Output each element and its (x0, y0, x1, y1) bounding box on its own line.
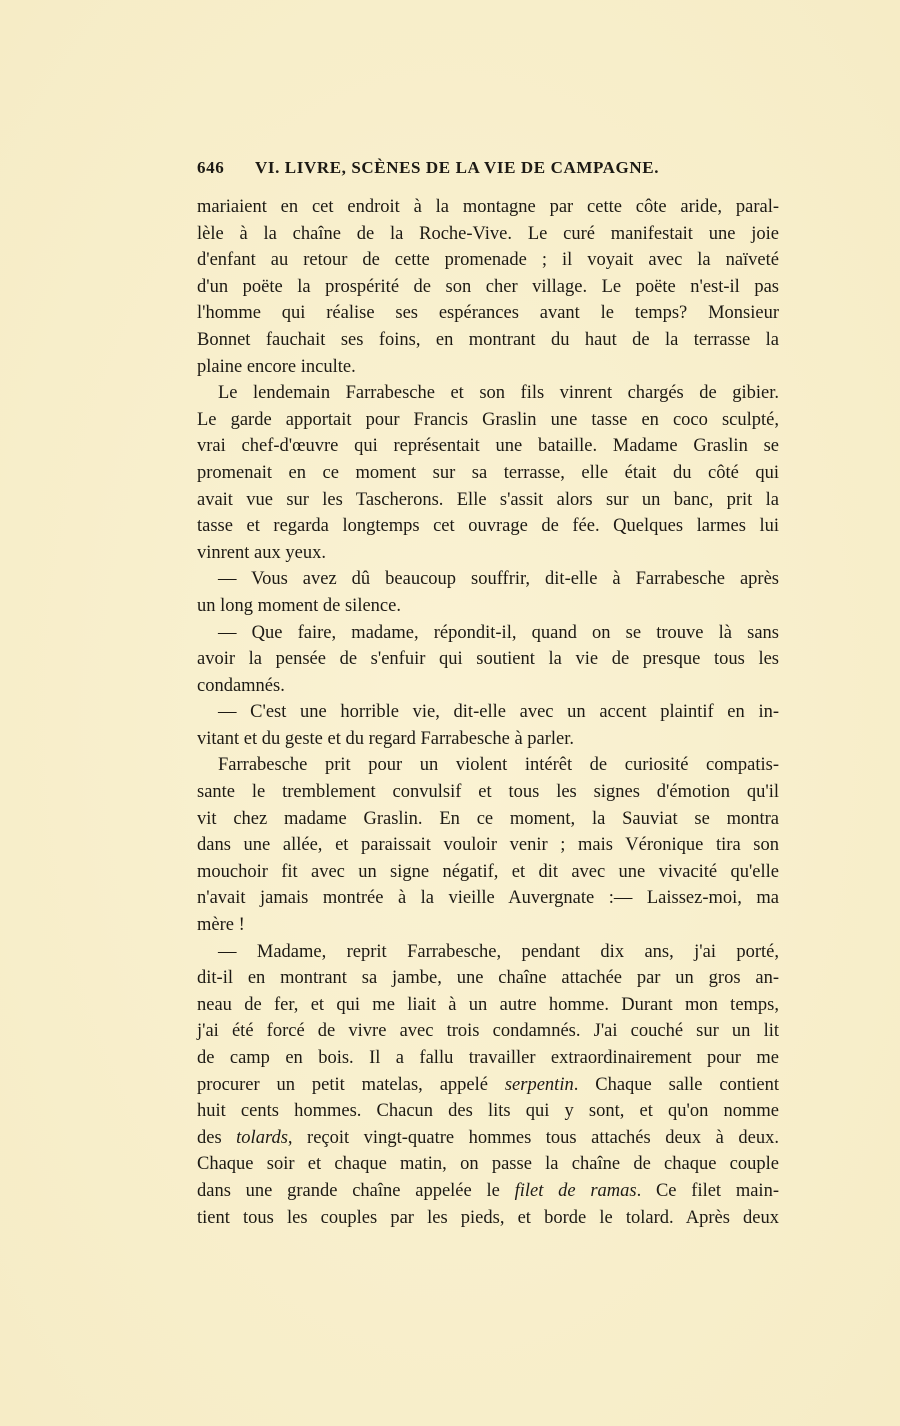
line-text: vit chez madame Graslin. En ce moment, la Sauviat se montra (197, 808, 779, 829)
text-line (197, 779, 779, 806)
line-text: plaine encore inculte. (197, 356, 356, 377)
text-line (197, 699, 779, 726)
text-line (197, 354, 779, 381)
text-line (197, 646, 779, 673)
line-text: Chaque soir et chaque matin, on passe la chaîne de chaque couple (197, 1154, 779, 1175)
line-text: condamnés. (197, 675, 285, 696)
line-text: . Chaque salle contient (573, 1074, 779, 1095)
line-text: j'ai été forcé de vivre avec trois condamnés. J'ai couché sur un lit (197, 1021, 779, 1042)
text-line (197, 194, 779, 221)
page-number: 646 (197, 158, 225, 177)
line-text: . Ce filet main- (636, 1180, 779, 1201)
text-line (197, 513, 779, 540)
text-line (197, 912, 779, 939)
line-text: de camp en bois. Il a fallu travailler extraordinairement pour me (197, 1048, 779, 1068)
page-body-text (197, 194, 779, 1231)
italic-term: serpentin (504, 1074, 574, 1095)
line-text: tient tous les couples par les pieds, et borde le tolard. Après deux (197, 1207, 779, 1228)
text-line (197, 433, 779, 460)
text-line (197, 1125, 779, 1152)
line-text: avait vue sur les Tascherons. Elle s'assit alors sur un banc, prit la (197, 489, 779, 510)
line-text: huit cents hommes. Chacun des lits qui y sont, et qu'on nomme (197, 1101, 779, 1122)
text-line (197, 806, 779, 833)
line-text: mariaient en cet endroit à la montagne par cette côte aride, paral- (197, 197, 779, 217)
line-text: — Vous avez dû beaucoup souffrir, dit-elle à Farrabesche après (218, 569, 779, 590)
text-line (197, 300, 779, 327)
line-text: dit-il en montrant sa jambe, une chaîne attachée par un gros an- (197, 968, 779, 989)
line-text: — Madame, reprit Farrabesche, pendant dix ans, j'ai porté, (218, 941, 779, 962)
running-title: VI. LIVRE, SCÈNES DE LA VIE DE CAMPAGNE. (255, 158, 660, 177)
text-line (197, 380, 779, 407)
text-line (197, 1151, 779, 1178)
text-line (197, 221, 779, 248)
line-text: — C'est une horrible vie, dit-elle avec un accent plaintif en in- (218, 702, 779, 723)
text-line (197, 1072, 779, 1099)
text-line (197, 726, 779, 753)
line-text: Le lendemain Farrabesche et son fils vinrent chargés de gibier. (218, 383, 779, 404)
line-text: — Que faire, madame, répondit-il, quand on se trouve là sans (218, 622, 779, 643)
text-line (197, 247, 779, 274)
italic-term: tolards (236, 1127, 288, 1148)
line-text: d'un poëte la prospérité de son cher village. Le poëte n'est-il pas (197, 276, 779, 297)
line-text: procurer un petit matelas, appelé (197, 1074, 505, 1095)
line-text: vinrent aux yeux. (197, 542, 326, 563)
text-line (197, 752, 779, 779)
line-text: sante le tremblement convulsif et tous les signes d'émotion qu'il (197, 782, 779, 803)
line-text: promenait en ce moment sur sa terrasse, elle était du côté qui (197, 462, 779, 483)
line-text: n'avait jamais montrée à la vieille Auvergnate :— Laissez-moi, ma (197, 888, 779, 909)
text-line (197, 274, 779, 301)
line-text: neau de fer, et qui me liait à un autre homme. Durant mon temps, (197, 994, 779, 1015)
text-line (197, 965, 779, 992)
line-text: dans une grande chaîne appelée le (197, 1180, 515, 1201)
line-text: Le garde apportait pour Francis Graslin une tasse en coco sculpté, (197, 409, 779, 430)
line-text: mouchoir fit avec un signe négatif, et dit avec une vivacité qu'elle (197, 861, 779, 882)
line-text: d'enfant au retour de cette promenade ; il voyait avec la naïveté (197, 250, 779, 271)
text-line (197, 1098, 779, 1125)
text-line (197, 460, 779, 487)
italic-term: filet de ramas (514, 1180, 637, 1201)
line-text: vitant et du geste et du regard Farrabesche à parler. (197, 728, 575, 749)
text-line (197, 1045, 779, 1072)
line-text: des (197, 1127, 237, 1148)
line-text: un long moment de silence. (197, 595, 401, 616)
text-line (197, 407, 779, 434)
line-text: Bonnet fauchait ses foins, en montrant du haut de la terrasse la (197, 329, 779, 350)
text-line (197, 593, 779, 620)
text-line (197, 1178, 779, 1205)
line-text: tasse et regarda longtemps cet ouvrage de fée. Quelques larmes lui (197, 516, 779, 537)
line-text: avoir la pensée de s'enfuir qui soutient la vie de presque tous les (197, 649, 779, 670)
line-text: , reçoit vingt-quatre hommes tous attachés deux à deux. (287, 1127, 779, 1148)
text-line (197, 566, 779, 593)
text-line (197, 620, 779, 647)
text-line (197, 487, 779, 514)
line-text: vrai chef-d'œuvre qui représentait une bataille. Madame Graslin se (197, 436, 779, 457)
text-line (197, 540, 779, 567)
text-line (197, 832, 779, 859)
line-text: mère ! (197, 915, 245, 936)
text-line (197, 327, 779, 354)
text-line (197, 885, 779, 912)
text-line (197, 859, 779, 886)
text-line (197, 992, 779, 1019)
line-text: l'homme qui réalise ses espérances avant le temps? Monsieur (197, 303, 779, 324)
text-line (197, 939, 779, 966)
text-line (197, 673, 779, 700)
line-text: lèle à la chaîne de la Roche-Vive. Le curé manifestait une joie (197, 223, 779, 244)
line-text: dans une allée, et paraissait vouloir venir ; mais Véronique tira son (197, 835, 779, 856)
text-line (197, 1205, 779, 1232)
text-line (197, 1018, 779, 1045)
running-header (197, 158, 779, 178)
line-text: Farrabesche prit pour un violent intérêt de curiosité compatis- (218, 755, 779, 776)
